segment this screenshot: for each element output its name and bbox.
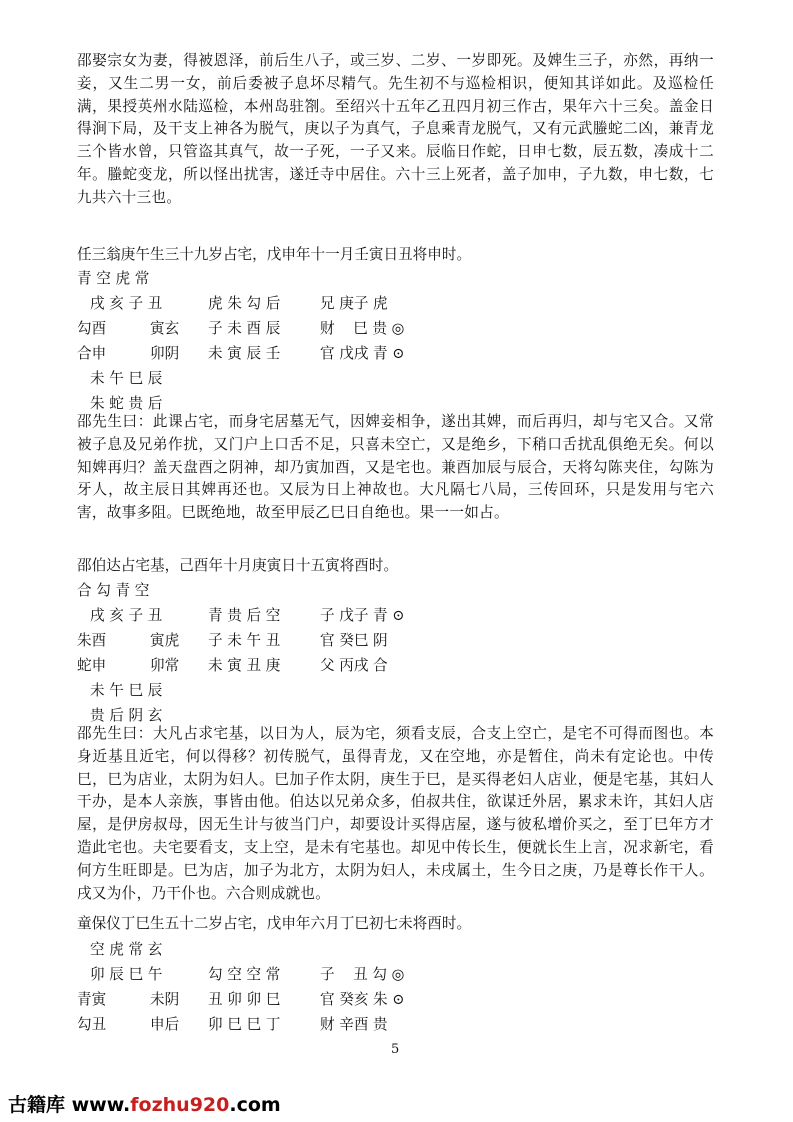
watermark-prefix: 古籍库 www. [8, 1094, 131, 1116]
case1-row3-col4: 官 戊戌 青 ⊙ [320, 345, 405, 362]
case3-tianpan: 空 虎 常 玄 [90, 941, 163, 958]
case2-row3-col3: 未 寅 丑 庚 [208, 657, 281, 674]
case1-row1-col1: 戌 亥 子 丑 [90, 295, 163, 312]
case3-row2-col4: 官 癸亥 朱 ⊙ [320, 991, 405, 1008]
case2-row5: 贵 后 阴 玄 [90, 707, 163, 724]
case2-row2-col1: 朱酉 [77, 632, 107, 649]
page-number: 5 [391, 1042, 400, 1057]
case2-row1-col3: 子 戊子 青 ⊙ [320, 607, 405, 624]
case1-row2-col3: 子 未 酉 辰 [208, 320, 281, 337]
case2-row4: 未 午 巳 辰 [90, 682, 163, 699]
case3-row2-col2: 未阴 [150, 991, 180, 1008]
case1-row3-col1: 合申 [77, 345, 107, 362]
case2-row1-col1: 戌 亥 子 丑 [90, 607, 163, 624]
watermark-suffix: .com [229, 1094, 281, 1116]
case3-row3-col3: 卯 巳 巳 丁 [208, 1016, 281, 1033]
case2-row2-col2: 寅虎 [150, 632, 180, 649]
site-watermark-link[interactable] [8, 1090, 281, 1117]
case2-row3-col1: 蛇申 [77, 657, 107, 674]
case3-title: 童保仪丁巳生五十二岁占宅，戊申年六月丁巳初七未将酉时。 [77, 915, 472, 932]
case1-row3-col3: 未 寅 辰 壬 [208, 345, 281, 362]
case2-row1-col2: 青 贵 后 空 [208, 607, 281, 624]
case3-row2-col1: 青寅 [77, 991, 107, 1008]
case3-row1-col1: 卯 辰 巳 午 [90, 966, 163, 983]
case2-row2-col4: 官 癸巳 阴 [320, 632, 388, 649]
case1-row5: 朱 蛇 贵 后 [90, 395, 163, 412]
case2-row3-col2: 卯常 [150, 657, 180, 674]
paragraph-intro: 邵娶宗女为妻，得被恩泽，前后生八子，或三岁、二岁、一岁即死。及婢生三子，亦然，再纳一妾，又生二男一女，前后委被子息坏尽精气。先生初不与巡检相识，便知其详如此。及巡检任满，果授英州水陆巡检，本州岛驻劄。至绍兴十五年乙丑四月初三作古，果年六十三矣。盖金日得涧下局，及干支上神各为脱气，庚以子为真气，子息乘青龙脱气，又有元武螣蛇二凶，兼青龙三个皆水曾，只管盗其真气，故一子死，一子又来。辰临日作蛇，日申七数，辰五数，凑成十二年。螣蛇变龙，所以怪出扰害，遂迁寺中居住。六十三上死者，盖子加申，子九数，申七数，七九共六十三也。 [77, 52, 714, 206]
case2-title: 邵伯达占宅基，己酉年十月庚寅日十五寅将酉时。 [77, 557, 399, 574]
case3-row1-col3: 子 丑 勾 ◎ [320, 966, 405, 983]
case1-row1-col2: 虎 朱 勾 后 [208, 295, 281, 312]
case1-row4: 未 午 巳 辰 [90, 370, 163, 387]
case1-row2-col2: 寅玄 [150, 320, 180, 337]
case1-row3-col2: 卯阴 [150, 345, 180, 362]
case3-row1-col2: 勾 空 空 常 [208, 966, 281, 983]
case1-title: 任三翁庚午生三十九岁占宅，戊申年十一月壬寅日丑将申时。 [77, 246, 472, 263]
watermark-highlight: fozhu920 [130, 1094, 230, 1116]
case1-row2-col4: 财 巳 贵 ◎ [320, 320, 405, 337]
case1-row2-col1: 勾酉 [77, 320, 107, 337]
case3-row3-col1: 勾丑 [77, 1016, 107, 1033]
case2-row3-col4: 父 丙戌 合 [320, 657, 388, 674]
case2-row2-col3: 子 未 午 丑 [208, 632, 281, 649]
case2-tianpan: 合 勾 青 空 [77, 582, 150, 599]
case3-row2-col3: 丑 卯 卯 巳 [208, 991, 281, 1008]
case2-commentary: 邵先生曰：大凡占求宅基，以日为人，辰为宅，须看支辰，合支上空亡，是宅不可得而图也。本身近基且近宅，何以得移？初传脱气，虽得青龙，又在空地，亦是暂住，尚未有定论也。中传巳，巳为店业，太阴为妇人。巳加子作太阴，庚生于巳，是买得老妇人店业，便是宅基，其妇人干办，是本人亲族，事皆由他。伯达以兄弟众多，伯叔共住，欲谋迁外居，累求未许，其妇人店屋，是伊房叔母，因无生计与彼当门户，却要设计买得店屋，遂与彼私增价买之，至丁巳年方才造此宅也。夫宅要看支，支上空，是未有宅基也。却见中传长生，便就长生上言，况求新宅，看何方生旺即是。巳为店，加子为北方，太阴为妇人，未戌属土，生今日之庚，乃是尊长作干人。戌又为仆，乃干仆也。六合则成就也。 [77, 725, 714, 902]
case3-row3-col2: 申后 [150, 1016, 180, 1033]
case1-row1-col3: 兄 庚子 虎 [320, 295, 388, 312]
case1-commentary: 邵先生曰：此课占宅，而身宅居墓无气，因婢妾相争，遂出其婢，而后再归，却与宅又合。又常被子息及兄弟作扰，又门户上口舌不足，只喜未空亡，又是绝乡，下稍口舌扰乱俱绝无矣。何以知婢再归？盖天盘酉之阴神，却乃寅加酉，又是宅也。兼酉加辰与辰合，天将勾陈夹住，勾陈为牙人，故主辰日其婢再还也。又辰为日上神故也。大凡隔七八局，三传回环，只是发用与宅六害，故事多阻。巳既绝地，故至甲辰乙巳日自绝也。果一一如占。 [77, 413, 714, 522]
case1-tianpan: 青 空 虎 常 [77, 270, 150, 287]
case3-row3-col4: 财 辛酉 贵 [320, 1016, 388, 1033]
